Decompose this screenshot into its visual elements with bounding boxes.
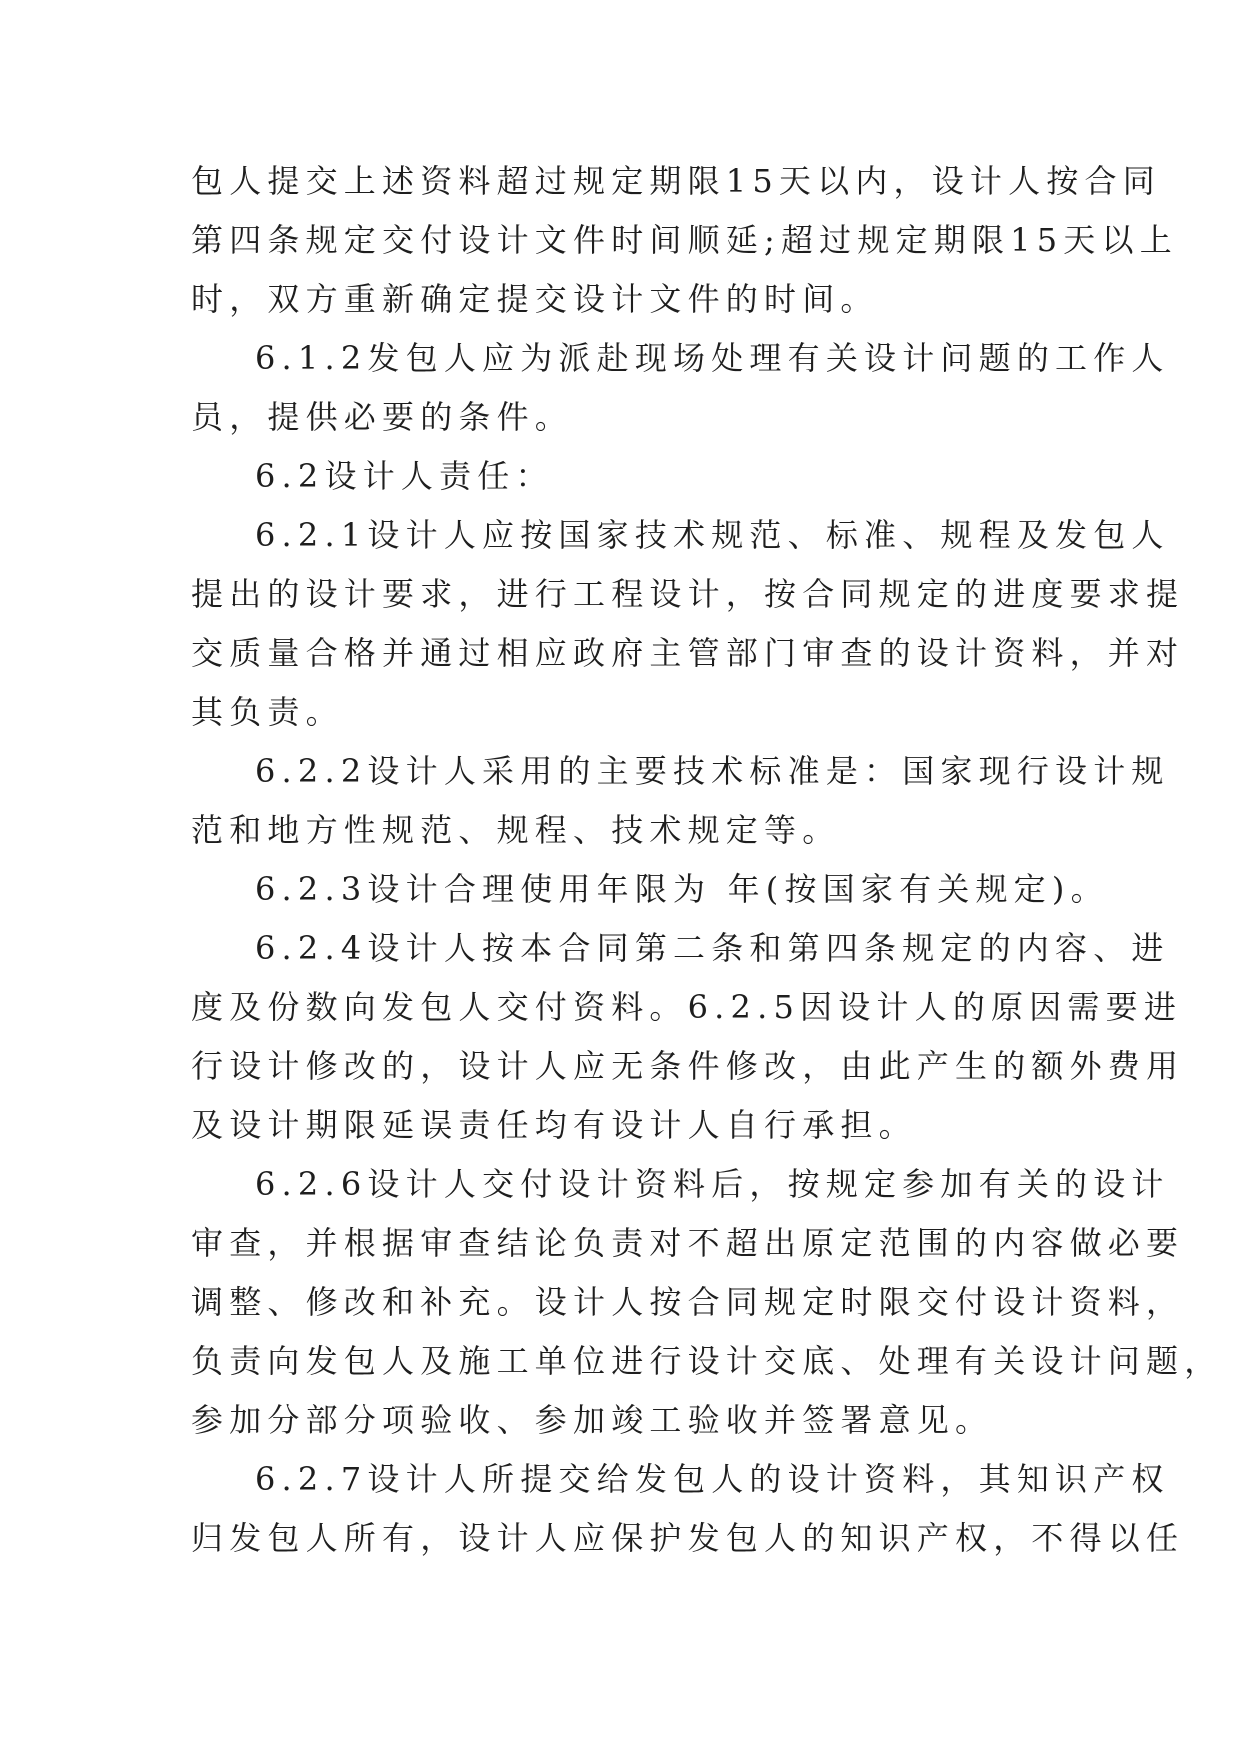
clause-6-2-7: 6.2.7设计人所提交给发包人的设计资料，其知识产权 <box>255 1460 1170 1498</box>
text-line: 调整、修改和补充。设计人按合同规定时限交付设计资料， <box>191 1283 1185 1321</box>
text-line: 度及份数向发包人交付资料。6.2.5因设计人的原因需要进 <box>191 988 1183 1026</box>
clause-6-2-4: 6.2.4设计人按本合同第二条和第四条规定的内容、进 <box>255 929 1170 967</box>
document-body <box>191 152 1223 1568</box>
clause-6-2-2: 6.2.2设计人采用的主要技术标准是：国家现行设计规 <box>255 752 1170 790</box>
text-line: 参加分部分项验收、参加竣工验收并签署意见。 <box>191 1401 994 1439</box>
text-line: 及设计期限延误责任均有设计人自行承担。 <box>191 1106 917 1144</box>
text-line: 归发包人所有，设计人应保护发包人的知识产权，不得以任 <box>191 1519 1185 1557</box>
section-heading-6-2: 6.2设计人责任： <box>255 457 554 495</box>
text-line: 员，提供必要的条件。 <box>191 398 574 436</box>
text-line: 时，双方重新确定提交设计文件的时间。 <box>191 280 879 318</box>
clause-6-2-6: 6.2.6设计人交付设计资料后，按规定参加有关的设计 <box>255 1165 1170 1203</box>
text-line: 审查，并根据审查结论负责对不超出原定范围的内容做必要 <box>191 1224 1185 1262</box>
text-line: 包人提交上述资料超过规定期限15天以内，设计人按合同 <box>191 162 1161 200</box>
clause-6-1-2: 6.1.2发包人应为派赴现场处理有关设计问题的工作人 <box>255 339 1170 377</box>
clause-6-2-3: 6.2.3设计合理使用年限为 年(按国家有关规定)。 <box>255 870 1109 908</box>
clause-6-2-1: 6.2.1设计人应按国家技术规范、标准、规程及发包人 <box>255 516 1170 554</box>
text-line: 其负责。 <box>191 693 344 731</box>
text-line: 范和地方性规范、规程、技术规定等。 <box>191 811 841 849</box>
text-line: 提出的设计要求，进行工程设计，按合同规定的进度要求提 <box>191 575 1185 613</box>
text-line: 第四条规定交付设计文件时间顺延;超过规定期限15天以上 <box>191 221 1178 259</box>
text-line: 负责向发包人及施工单位进行设计交底、处理有关设计问题， <box>191 1342 1223 1380</box>
text-line: 交质量合格并通过相应政府主管部门审查的设计资料，并对 <box>191 634 1185 672</box>
text-line: 行设计修改的，设计人应无条件修改，由此产生的额外费用 <box>191 1047 1185 1085</box>
